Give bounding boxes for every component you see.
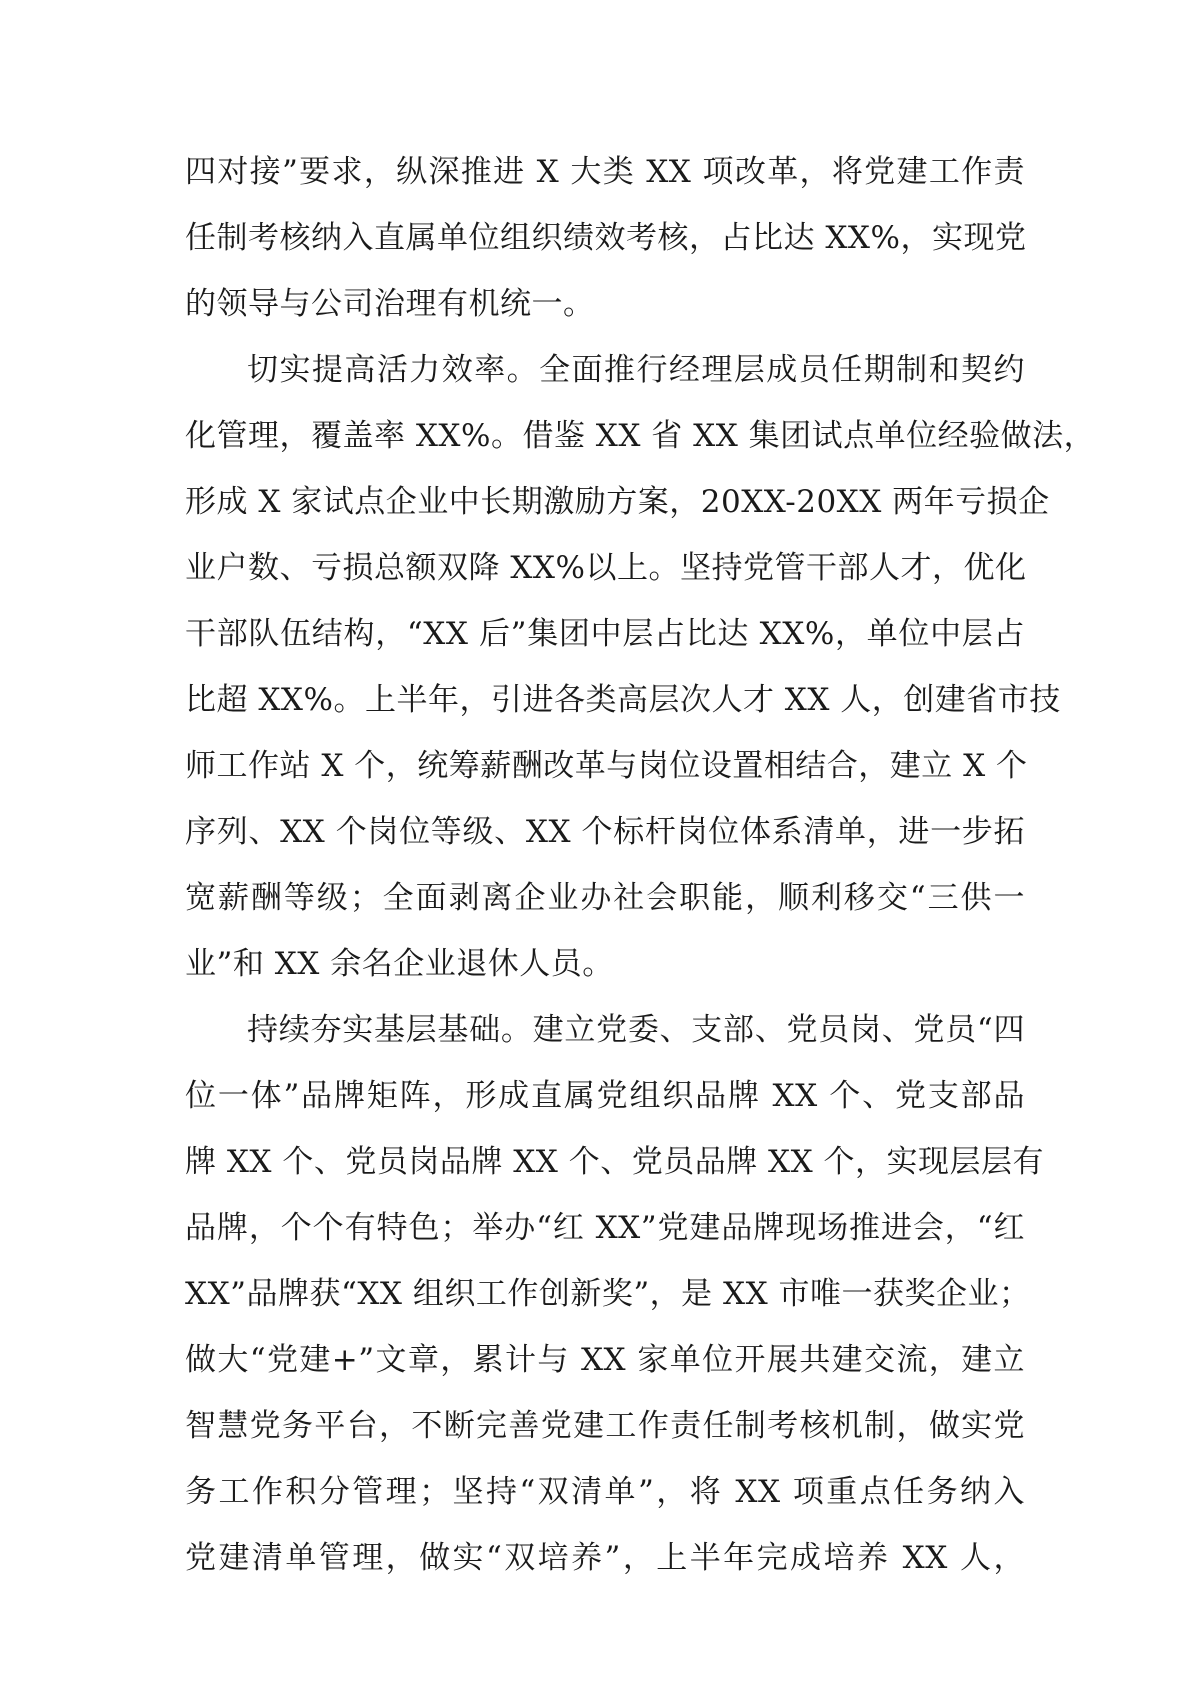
text-line: 化管理，覆盖率 XX%。借鉴 XX 省 XX 集团试点单位经验做法， xyxy=(185,418,1096,454)
text-line: 四对接”要求，纵深推进 X 大类 XX 项改革，将党建工作责 xyxy=(185,154,1025,190)
text-line: 业”和 XX 余名企业退休人员。 xyxy=(185,946,614,982)
text-line: 干部队伍结构，“XX 后”集团中层占比达 XX%，单位中层占 xyxy=(185,616,1025,652)
paragraph-heading-line: 持续夯实基层基础。建立党委、支部、党员岗、党员“四 xyxy=(247,1012,1025,1048)
text-line: 宽薪酬等级；全面剥离企业办社会职能，顺利移交“三供一 xyxy=(185,880,1025,916)
text-line: 做大“党建+”文章，累计与 XX 家单位开展共建交流，建立 xyxy=(185,1342,1025,1378)
text-line: 任制考核纳入直属单位组织绩效考核，占比达 XX%，实现党 xyxy=(185,220,1027,256)
text-line: 品牌，个个有特色；举办“红 XX”党建品牌现场推进会，“红 xyxy=(185,1210,1025,1246)
text-line: 的领导与公司治理有机统一。 xyxy=(185,286,595,322)
text-line: 业户数、亏损总额双降 XX%以上。坚持党管干部人才，优化 xyxy=(185,550,1027,586)
text-line: 牌 XX 个、党员岗品牌 XX 个、党员品牌 XX 个，实现层层有 xyxy=(185,1144,1045,1180)
text-line: 党建清单管理，做实“双培养”，上半年完成培养 XX 人， xyxy=(185,1540,1025,1576)
paragraph-heading-line: 切实提高活力效率。全面推行经理层成员任期制和契约 xyxy=(247,352,1025,388)
text-line: 位一体”品牌矩阵，形成直属党组织品牌 XX 个、党支部品 xyxy=(185,1078,1025,1114)
text-line: 智慧党务平台，不断完善党建工作责任制考核机制，做实党 xyxy=(185,1408,1025,1444)
text-line: 形成 X 家试点企业中长期激励方案，20XX-20XX 两年亏损企 xyxy=(185,484,1050,520)
text-line: 师工作站 X 个，统筹薪酬改革与岗位设置相结合，建立 X 个 xyxy=(185,748,1028,784)
text-line: 务工作积分管理；坚持“双清单”，将 XX 项重点任务纳入 xyxy=(185,1474,1025,1510)
text-line: XX”品牌获“XX 组织工作创新奖”，是 XX 市唯一获奖企业； xyxy=(185,1276,1031,1312)
text-line: 序列、XX 个岗位等级、XX 个标杆岗位体系清单，进一步拓 xyxy=(185,814,1025,850)
text-line: 比超 XX%。上半年，引进各类高层次人才 XX 人，创建省市技 xyxy=(185,682,1061,718)
